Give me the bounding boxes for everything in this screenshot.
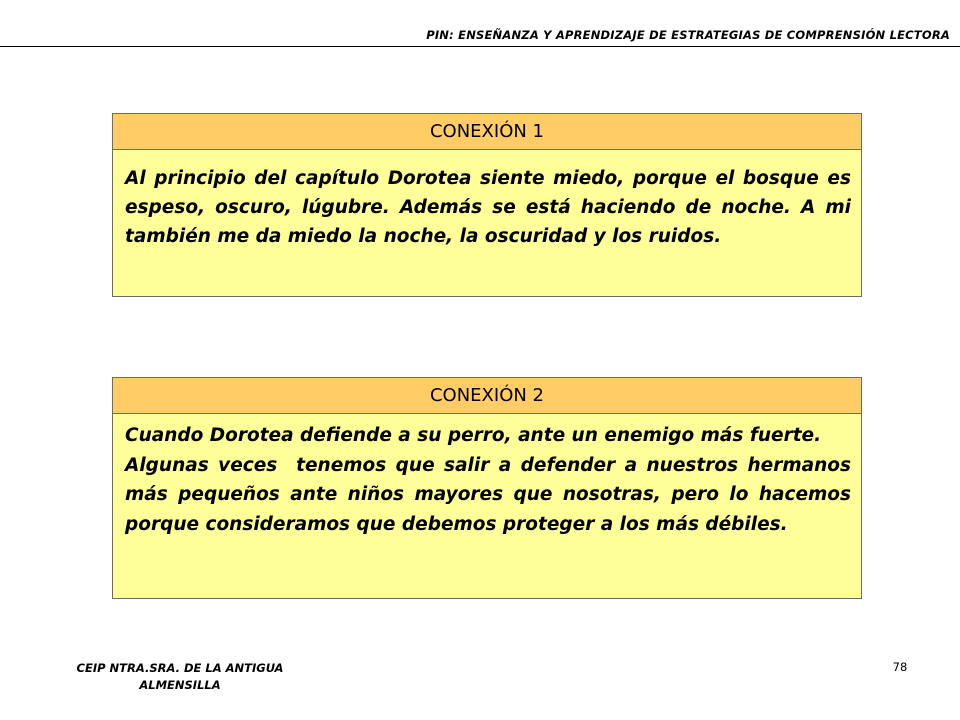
connection-2-paragraph-2: Algunas veces tenemos que salir a defender a nuestros hermanos más pequeños ante niños mayores que nosotras, pero lo hacemos porque consideramos que debemos proteger a los más débiles. — [125, 454, 858, 535]
school-name-line-2: ALMENSILLA — [139, 678, 221, 692]
connection-2-body — [113, 414, 861, 598]
school-name — [30, 660, 330, 694]
page-number: 78 — [892, 660, 908, 674]
connection-1-title: CONEXIÓN 1 — [113, 114, 861, 150]
header-divider — [0, 46, 960, 47]
connection-box-2 — [112, 377, 862, 599]
connection-1-paragraph: Al principio del capítulo Dorotea siente miedo, porque el bosque es espeso, oscuro, lúgubre. Además se está haciendo de noche. A mi también me da miedo la noche, la oscuridad y los ruidos. — [125, 168, 851, 247]
connection-1-body — [113, 150, 861, 296]
school-name-line-1: CEIP NTRA.SRA. DE LA ANTIGUA — [76, 661, 284, 675]
connection-2-title: CONEXIÓN 2 — [113, 378, 861, 414]
connection-2-paragraph-1: Cuando Dorotea defiende a su perro, ante un enemigo más fuerte. — [125, 425, 822, 446]
document-header: PIN: ENSEÑANZA Y APRENDIZAJE DE ESTRATEGIAS DE COMPRENSIÓN LECTORA — [426, 28, 950, 42]
connection-box-1 — [112, 113, 862, 297]
